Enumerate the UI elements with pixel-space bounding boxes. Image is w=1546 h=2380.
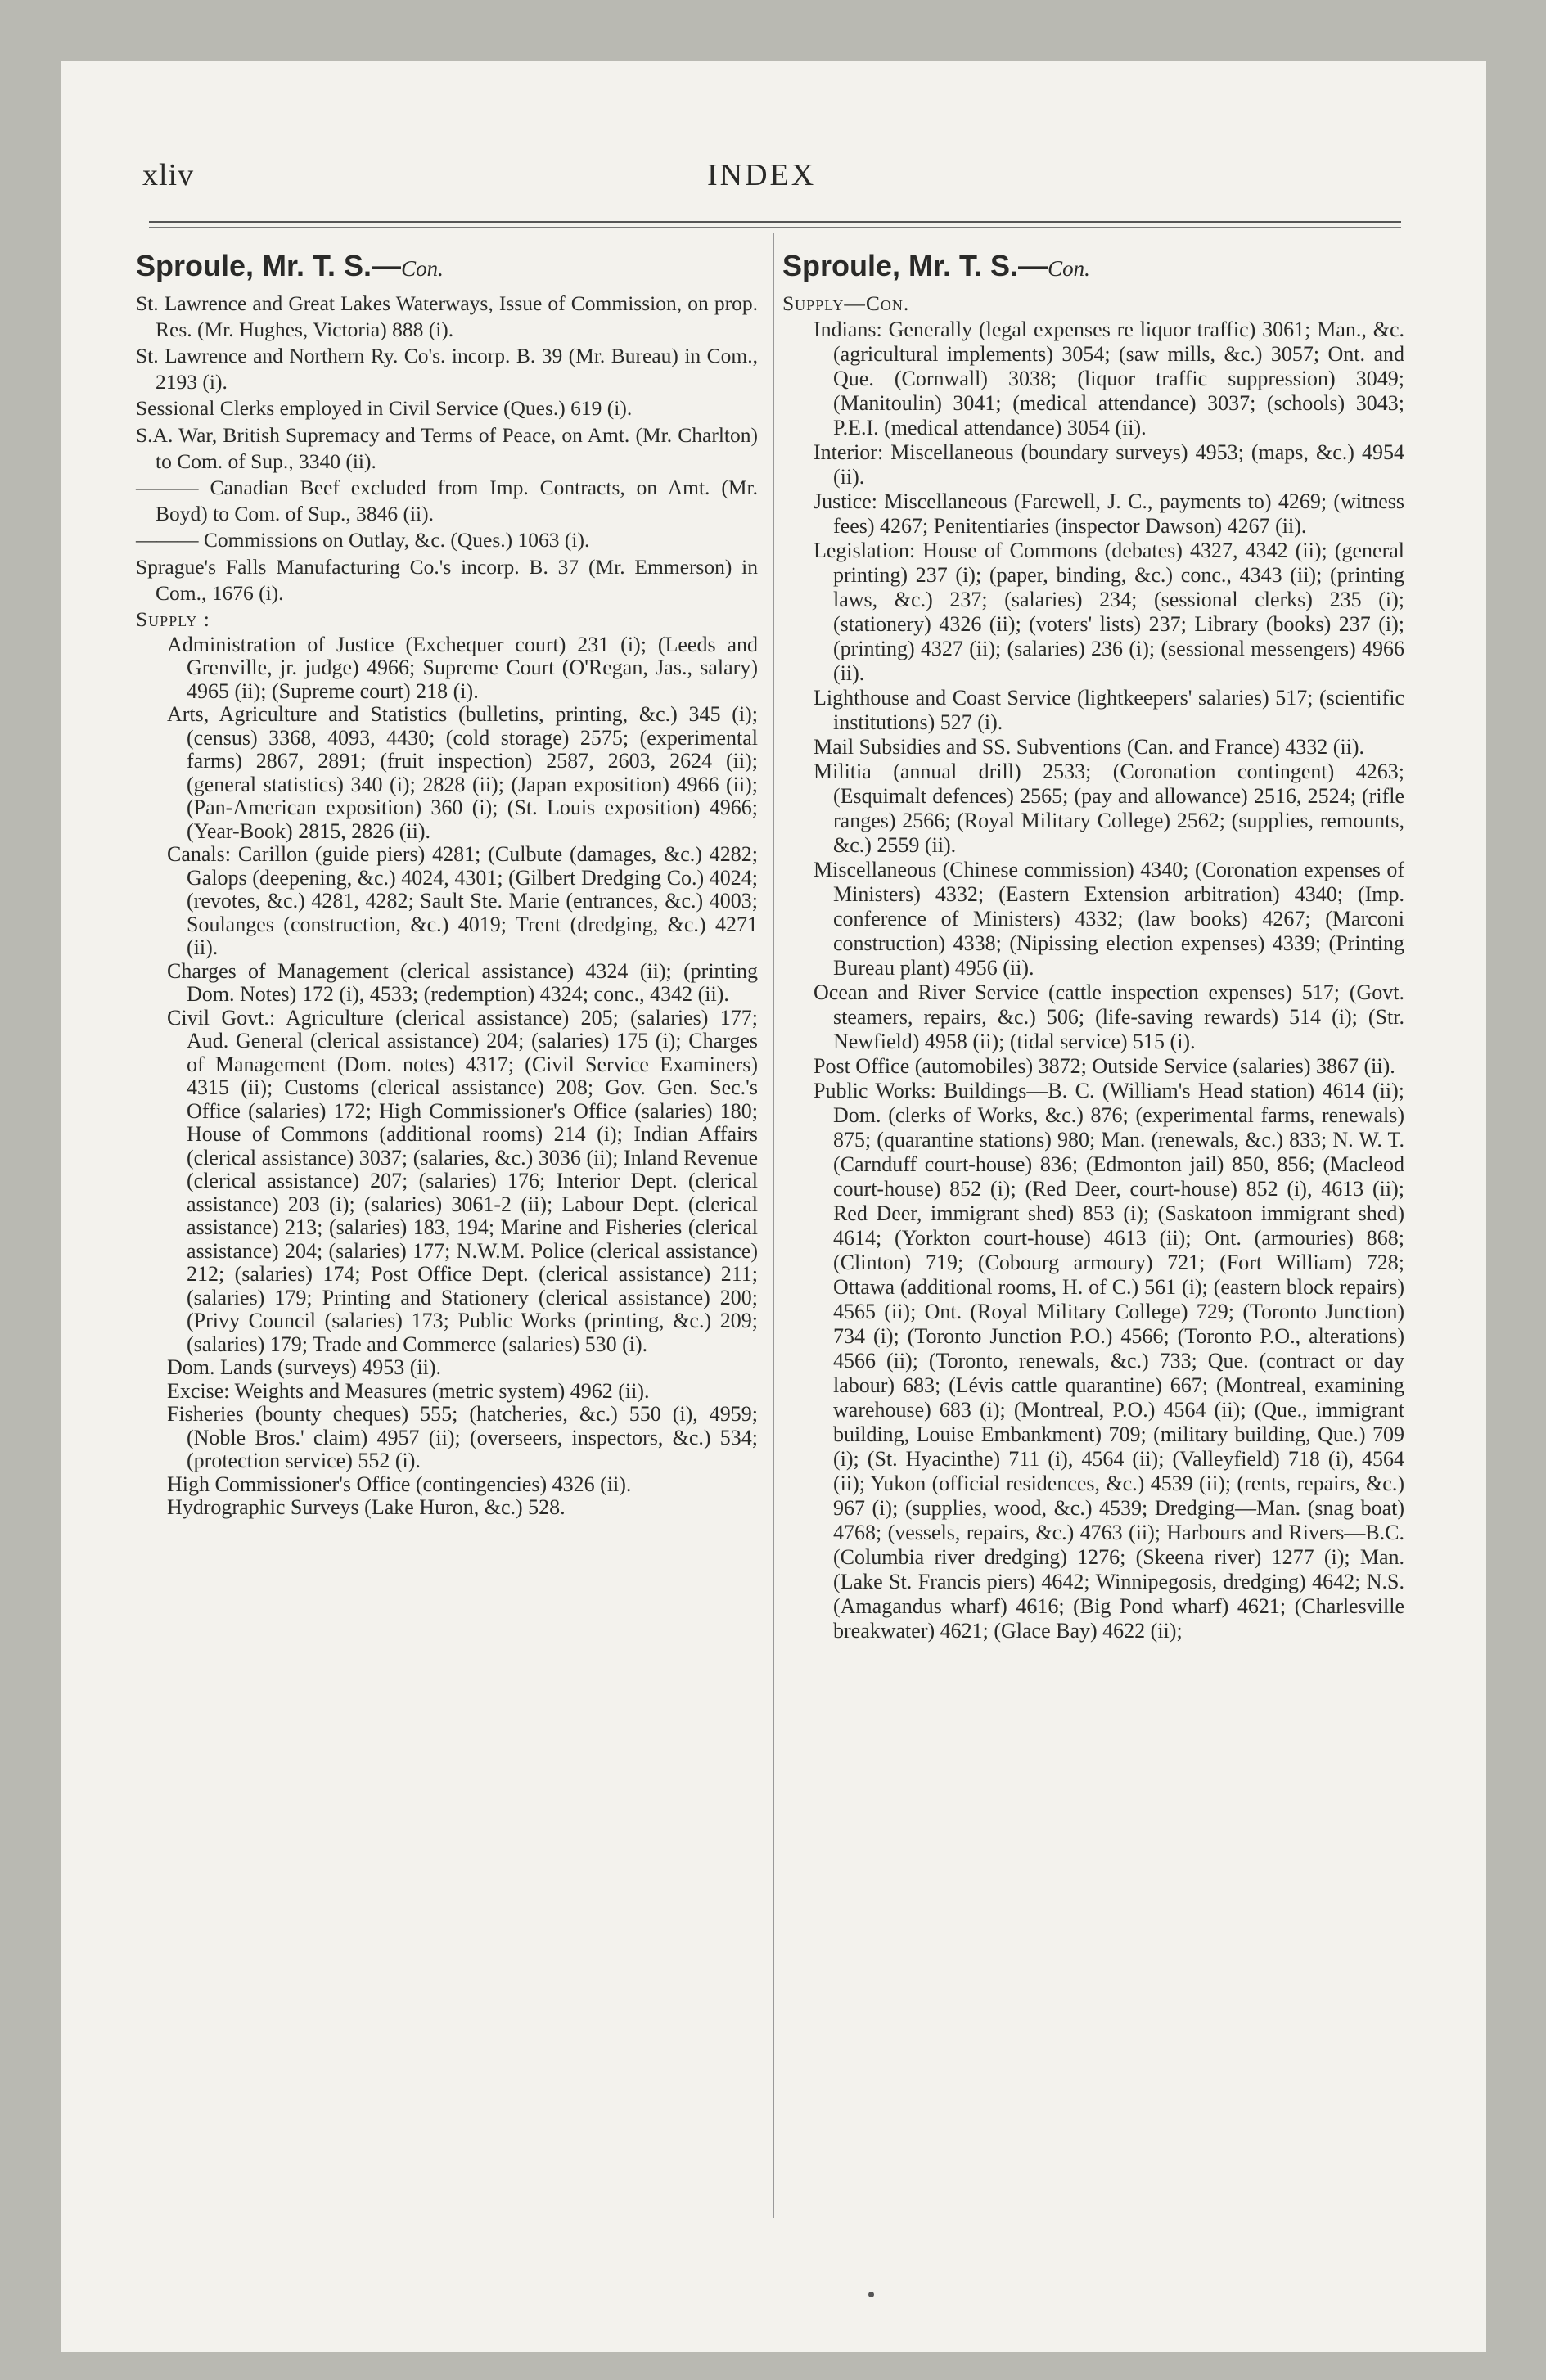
supply-entry: Hydrographic Surveys (Lake Huron, &c.) 528. [167, 1495, 566, 1520]
supply-entry: Ocean and River Service (cattle inspection expenses) 517; (Govt. steamers, repairs, &c.) 506; (life-saving rewards) 514 (i); (Str. Newfield) 4958 (ii); (tidal service) 515 (i). [814, 980, 1404, 1053]
right-column [782, 246, 1404, 1643]
index-entry: Sessional Clerks employed in Civil Service (Ques.) 619 (i). [136, 396, 633, 421]
supply-heading: Supply : [136, 607, 210, 632]
supply-entry: Lighthouse and Coast Service (lightkeepers' salaries) 517; (scientific institutions) 527 (i). [814, 685, 1404, 734]
supply-entry: Canals: Carillon (guide piers) 4281; (Culbute (damages, &c.) 4282; Galops (deepening, &c.) 4024, 4301; (Gilbert Dredging Co.) 4024; (revotes, &c.) 4281, 4282; Sault Ste. Marie (entrances, &c.) 4003; Soulanges (construction, &c.) 4019; Trent (dredging, &c.) 4271 (ii). [167, 842, 758, 960]
index-entry: ——— Commissions on Outlay, &c. (Ques.) 1063 (i). [136, 528, 590, 552]
supply-heading: Supply—Con. [782, 291, 910, 315]
index-entry: S.A. War, British Supremacy and Terms of Peace, on Amt. (Mr. Charlton) to Com. of Sup., 3340 (ii). [136, 422, 758, 473]
supply-entry: Arts, Agriculture and Statistics (bulletins, printing, &c.) 345 (i); (census) 3368, 4093, 4430; (cold storage) 2575; (experimental farms) 2867, 2891; (fruit inspection) 2587, 2603, 2624 (ii); (general statistics) 340 (i); 2828 (ii); (Japan exposition) 4966 (ii); (Pan-American exposition) 360 (i); (St. Louis exposition) 4966; (Year-Book) 2815, 2826 (ii). [167, 702, 758, 843]
supply-entry: Mail Subsidies and SS. Subventions (Can. and France) 4332 (ii). [814, 734, 1365, 759]
supply-entry: Civil Govt.: Agriculture (clerical assistance) 205; (salaries) 177; Aud. General (clerical assistance) 204; (salaries) 175 (i); Charges of Management (Dom. notes) 4317; (Civil Service Examiners) 4315 (ii); Customs (clerical assistance) 208; Gov. Gen. Sec.'s Office (salaries) 172; High Commissioner's Office (salaries) 180; House of Commons (additional rooms) 214 (i); Indian Affairs (clerical assistance) 3037; (salaries, &c.) 3036 (ii); Inland Revenue (clerical assistance) 207; (salaries) 176; Interior Dept. (clerical assistance) 203 (i); (salaries) 3061-2 (ii); Labour Dept. (clerical assistance) 213; (salaries) 183, 194; Marine and Fisheries (clerical assistance) 204; (salaries) 177; N.W.M. Police (clerical assistance) 212; (salaries) 174; Post Office Dept. (clerical assistance) 211; (salaries) 179; Printing and Stationery (clerical assistance) 200; (Privy Council (salaries) 173; Public Works (printing, &c.) 209; (salaries) 179; Trade and Commerce (salaries) 530 (i). [167, 1005, 758, 1356]
supply-entry: High Commissioner's Office (contingencies) 4326 (ii). [167, 1472, 632, 1496]
supply-entry: Indians: Generally (legal expenses re liquor traffic) 3061; Man., &c. (agricultural implements) 3054; (saw mills, &c.) 3057; Ont. and Que. (Cornwall) 3038; (liquor traffic suppression) 3049; (Manitoulin) 3041; (medical attendance) 3037; (schools) 3043; P.E.I. (medical attendance) 3054 (ii). [814, 317, 1404, 439]
supply-entry: Excise: Weights and Measures (metric system) 4962 (ii). [167, 1378, 650, 1403]
page-number: xliv [142, 158, 195, 192]
supply-entry: Charges of Management (clerical assistance) 4324 (ii); (printing Dom. Notes) 172 (i), 4533; (redemption) 4324; conc., 4342 (ii). [167, 958, 758, 1007]
column-divider [773, 233, 774, 2218]
entry-heading: Sproule, Mr. T. S.—Con. [136, 249, 444, 282]
supply-entry: Legislation: House of Commons (debates) 4327, 4342 (ii); (general printing) 237 (i); (paper, binding, &c.) conc., 4343 (ii); (printing laws, &c.) 237; (salaries) 234; (sessional clerks) 235 (i); (stationery) 4326 (ii); (voters' lists) 237; Library (books) 237 (i); (printing) 4327 (ii); (salaries) 236 (i); (sessional messengers) 4966 (ii). [814, 538, 1404, 685]
index-entry: ——— Canadian Beef excluded from Imp. Contracts, on Amt. (Mr. Boyd) to Com. of Sup., 3846 (ii). [136, 476, 758, 525]
supply-entry: Interior: Miscellaneous (boundary surveys) 4953; (maps, &c.) 4954 (ii). [814, 439, 1404, 489]
supply-entry: Justice: Miscellaneous (Farewell, J. C., payments to) 4269; (witness fees) 4267; Penitentiaries (inspector Dawson) 4267 (ii). [814, 489, 1404, 538]
page-header [142, 157, 1436, 206]
index-entry: St. Lawrence and Northern Ry. Co's. incorp. B. 39 (Mr. Bureau) in Com., 2193 (i). [136, 344, 758, 394]
supply-entry: Post Office (automobiles) 3872; Outside Service (salaries) 3867 (ii). [814, 1053, 1395, 1078]
supply-entry: Militia (annual drill) 2533; (Coronation contingent) 4263; (Esquimalt defences) 2565; (pay and allowance) 2516, 2524; (rifle ranges) 2566; (Royal Military College) 2562; (supplies, remounts, &c.) 2559 (ii). [814, 759, 1404, 857]
index-entry: Sprague's Falls Manufacturing Co.'s incorp. B. 37 (Mr. Emmerson) in Com., 1676 (i). [136, 554, 758, 605]
header-rule [149, 221, 1401, 228]
supply-entry: Administration of Justice (Exchequer court) 231 (i); (Leeds and Grenville, jr. judge) 4966; Supreme Court (O'Regan, Jas., salary) 4965 (ii); (Supreme court) 218 (i). [167, 632, 758, 703]
supply-entry: Miscellaneous (Chinese commission) 4340; (Coronation expenses of Ministers) 4332; (Eastern Extension arbitration) 4340; (Imp. conference of Ministers) 4332; (law books) 4267; (Marconi construction) 4338; (Nipissing election expenses) 4339; (Printing Bureau plant) 4956 (ii). [814, 857, 1404, 980]
left-column [136, 246, 758, 1520]
supply-entry: Fisheries (bounty cheques) 555; (hatcheries, &c.) 550 (i), 4959; (Noble Bros.' claim) 4957 (ii); (overseers, inspectors, &c.) 534; (protection service) 552 (i). [167, 1402, 758, 1473]
page-title: INDEX [707, 158, 817, 192]
supply-entry: Dom. Lands (surveys) 4953 (ii). [167, 1355, 442, 1380]
supply-entry: Public Works: Buildings—B. C. (William's Head station) 4614 (ii); Dom. (clerks of Works, &c.) 876; (experimental farms, renewals) 875; (quarantine stations) 980; Man. (renewals, &c.) 833; N. W. T. (Carnduff court-house) 836; (Edmonton jail) 850, 856; (Macleod court-house) 852 (i); (Red Deer, court-house) 852 (i), 4613 (ii); Red Deer, immigrant shed) 853 (i); (Saskatoon immigrant shed) 4614; (Yorkton court-house) 4613 (ii); Ont. (armouries) 868; (Clinton) 719; (Cobourg armoury) 721; (Fort William) 728; Ottawa (additional rooms, H. of C.) 561 (i); (eastern block repairs) 4565 (ii); Ont. (Royal Military College) 729; (Toronto Junction) 734 (i); (Toronto Junction P.O.) 4566; (Toronto P.O., alterations) 4566 (ii); (Toronto, renewals, &c.) 733; Que. (contract or day labour) 683; (Lévis cattle quarantine) 667; (Montreal, examining warehouse) 683 (i); (Montreal, P.O.) 4564 (ii); (Que., immigrant building, Louise Embankment) 709; (military building, Que.) 709 (i); (St. Hyacinthe) 711 (i), 4564 (ii); (Valleyfield) 718 (i), 4564 (ii); Yukon (official residences, &c.) 4539 (ii); (rents, repairs, &c.) 967 (i); (supplies, wood, &c.) 4539; Dredging—Man. (snag boat) 4768; (vessels, repairs, &c.) 4763 (ii); Harbours and Rivers—B.C. (Columbia river dredging) 1276; (Skeena river) 1277 (i); Man. (Lake St. Francis piers) 4642; Winnipegosis, dredging) 4642; N.S. (Amagandus wharf) 4616; (Big Pond wharf) 4621; (Charlesville breakwater) 4621; (Glace Bay) 4622 (ii); [814, 1078, 1404, 1643]
entry-heading: Sproule, Mr. T. S.—Con. [782, 249, 1090, 282]
ink-spot [868, 2292, 874, 2297]
index-entry: St. Lawrence and Great Lakes Waterways, Issue of Commission, on prop. Res. (Mr. Hughes, Victoria) 888 (i). [136, 291, 758, 341]
